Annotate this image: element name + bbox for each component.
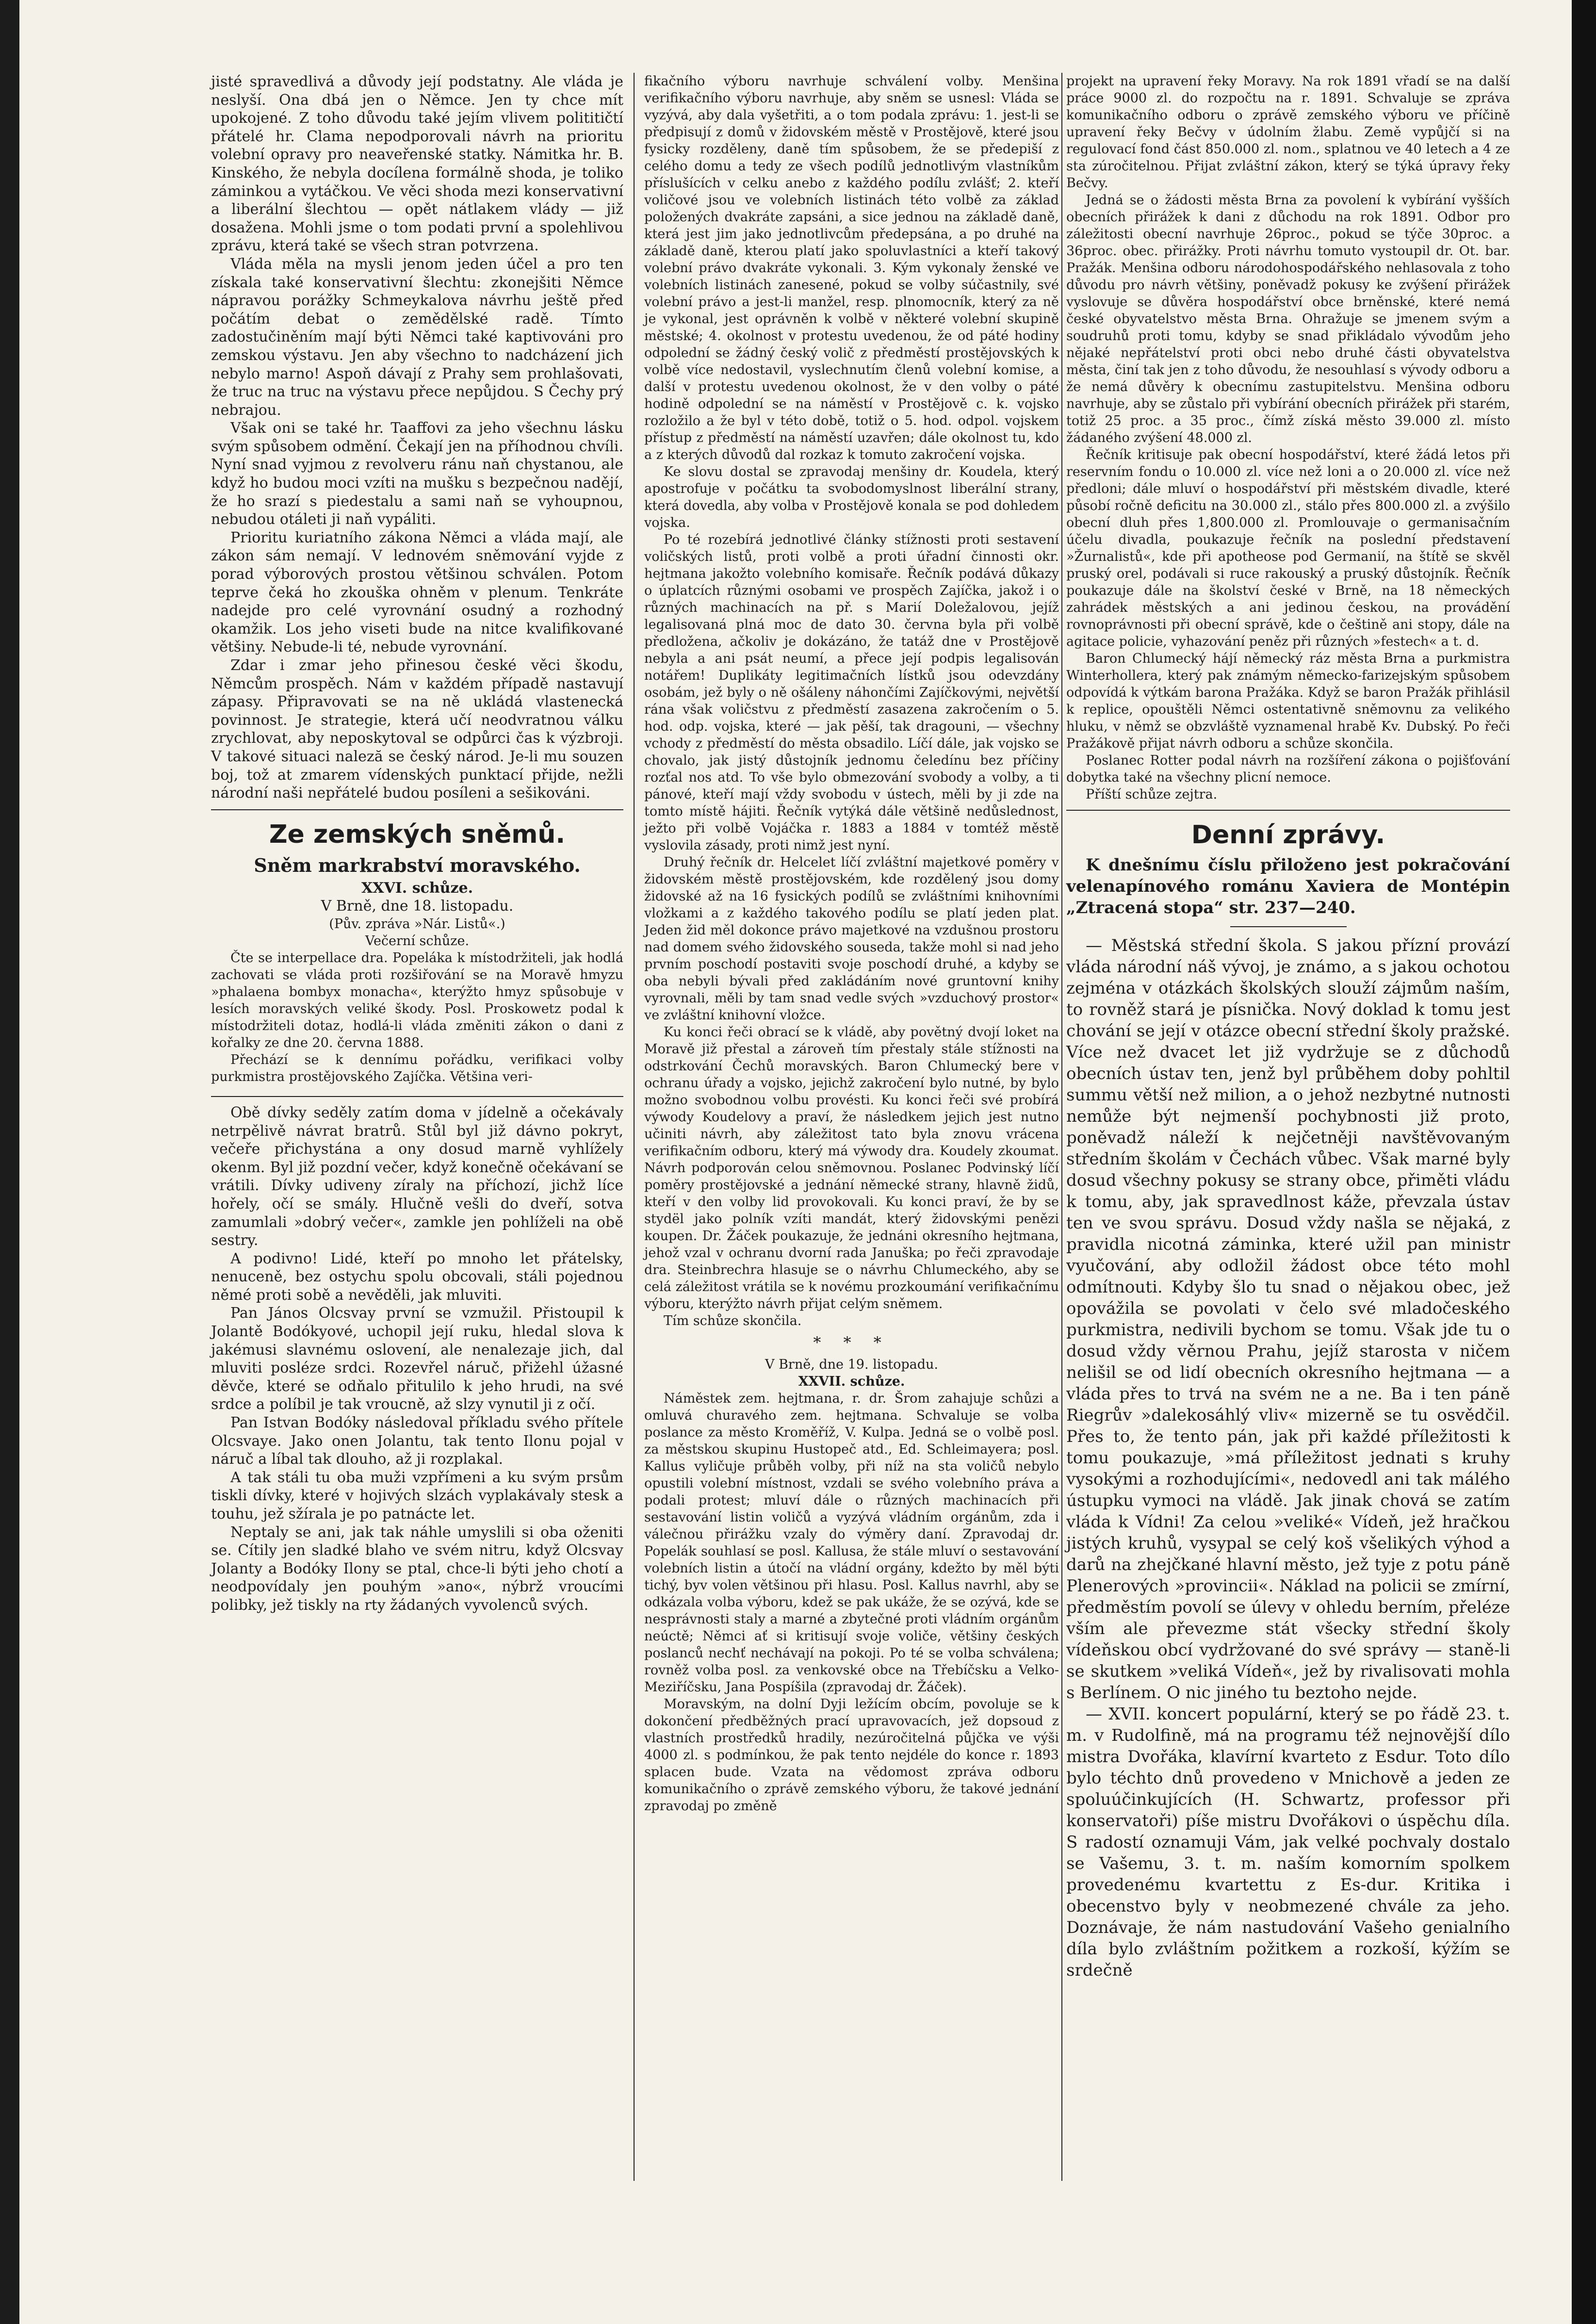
paragraph: Moravským, na dolní Dyji ležícím obcím, povoluje se k dokončení předběžných prací upravovacích, jež dopsoud z vlastních prostředků hradily, nezúročitelná půjčka ve výši 4000 zl. s podmínkou, že pak tento nejdéle do konce r. 1893 splacen bude. Vzata na vědomost zpráva odboru komunikačního o zprávě zemského výboru, že takové jednání zpravodaj po změně <box>644 1697 1059 1814</box>
paragraph: Po té rozebírá jednotlivé články stížnosti proti sestavení voličských listů, proti volbě a proti úřadní činnosti okr. hejtmana jakožto volebního komisaře. Řečník podává důkazy o úplatcích různými osobami ve prospěch Zajíčka, jakož i o různých machinacích na př. s Marií Doležalovou, jejíž legalisovaná plná moc de dato 30. června byla při volbě předložena, ačkoliv je dokázáno, že tatáž dne v Prostějově nebyla a ani psát neumí, a přece její podpis legalisován notářem! Duplikáty legitimačních lístků jsou odevzdány osobám, jež byly o ně ošáleny náhončími Zajíčkovými, největší rána však voličstvu z předměstí zasazena zakročením o 5. hod. odp. vojska, které — jak pěší, tak dragouni, — všechny vchody z předměstí do města obsadilo. Líčí dále, jak vojsko se chovalo, jak jistý důstojník jednomu čeledínu bez příčiny rozťal nos atd. To vše bylo obmezování svobody a volby, a ti pánové, kteří mají vždy svobodu v ústech, měli by ji zde na tomto místě hájiti. Řečník vytýká dále většině nedůslednost, ježto při volbě Vojáčka r. 1883 a 1884 v tomtéž městě vyslovila zásady, proti nimž jest nyní. <box>644 532 1059 853</box>
paragraph: A tak stáli tu oba muži vzpřímeni a ku svým prsům tiskli dívky, které v hojivých slzách vyplakávaly stesk a touhu, jež sžírala je po patnácte let. <box>211 1469 623 1522</box>
news-item: — Městská střední škola. S jakou přízní provází vláda národní náš vývoj, je známo, a s jakou ochotou zejména v otázkách školských slouží zájmům naším, to rovněž stará je písnička. Nový doklad k tomu jest chování se její v otázce obecní střední školy pražské. Více než dvacet let již vydržuje se z důchodů obecních ústav ten, jenž byl průběhem doby pohltil summu větší než milion, a o jehož nezbytné nutnosti nemůže být nejmenší pochybnosti již proto, poněvadž náleží k nejčetněji navštěvovaným středním školám v Čechách vůbec. Však marné byly dosud všechny pokusy se strany obce, přiměti vládu k tomu, aby, jak spravedlnost káže, převzala ústav ten ve svou správu. Dosud vždy našla se nějaká, z pravidla nicotná záminka, které užil pan ministr vyučování, aby odložil žádost obce této mohl odmítnouti. Kdyby šlo tu snad o nějakou obec, jež opovážila se povolati v čelo své mladočeského purkmistra, nedivili bychom se tomu. Však jde tu o dosud vždy věrnou Prahu, jejíž starosta v ničem nelišil se od lidí obecních okresního hejtmana — a vláda přes to trvá na svém ne a ne. Ba i ten páně Riegrův »dalekosáhlý vliv« mizerně se tu osvědčil. Přes to, že tento pán, jak při každé příležitosti k tomu poukazuje, »má příležitost jednati s kruhy vysokými a rozhodujícími«, nedovedl ani tak málého ústupku vymoci na vládě. Jak jinak chová se zatím vláda k Vídni! Za celou »veliké« Vídeň, jež hračkou jistých kruhů, vysypal se celý koš všelikých výhod a darů na zhejčkané hlavní město, jež tyje z potu páně Plenerových »provincii«. Náklad na policii se zmírní, předměstím povolí se úlevy v ohledu berním, přeléze vším ale převezme stát všecky střední školy vídeňskou obcí vydržované do své správy — staně-li se skutkem »veliká Vídeň«, jež by rivalisovati mohla s Berlínem. O nic jiného tu beztoho nejde. <box>1066 936 1510 1702</box>
paragraph: Ke slovu dostal se zpravodaj menšiny dr. Koudela, který apostrofuje v počátku ta svobodomyslnost liberální strany, která dovedla, aby volba v Prostějově konala se pod dohledem vojska. <box>644 464 1059 530</box>
paragraph: Náměstek zem. hejtmana, r. dr. Šrom zahajuje schůzi a omluvá churavého zem. hejtmana. Schvaluje se volba poslance za město Kroměříž, V. Kulpa. Jedná se o volbě posl. za městskou skupinu Hustopeč atd., Ed. Schleimayera; posl. Kallus vyličuje průběh volby, při níž na sta voličů nebylo opustili volební místnost, vzdali se svého volebního práva a podali protest; mluví dále o různých machinacích při sestavování listin voličů a vyzývá vládním orgánům, zda i válečnou přirážku vzaly do výměry daní. Zpravodaj dr. Popelák souhlasí se posl. Kallusa, že stále mluví o sestavování volebních listin a útočí na vládní orgány, kdežto by měl býti tichý, byv volen většinou při hlasu. Posl. Kallus navrhl, aby se odkázala volba výboru, kdež se pak ukáže, že se ozývá, kde se nesprávnosti staly a marné a zbytečné proti vládním orgánům neúctě; Němci ať si kritisují svoje voliče, většiny českých poslanců nechť nechávají na pokoji. Po té se volba schválena; rovněž volba posl. za venkovské obce na Třebíčsku a Velko-Meziříčsku, Jana Pospíšila (zpravodaj dr. Žáček). <box>644 1391 1059 1695</box>
section-rule <box>211 809 623 810</box>
dateline: V Brně, dne 19. listopadu. <box>765 1357 938 1372</box>
paragraph: Druhý řečník dr. Helcelet líčí zvláštní majetkové poměry v židovském městě prostějovském, kde rozdělený jsou domy židovské až na 16 fysických podílů se zvláštními knihovními vložkami a z každého takového podílu se platí jeden plat. Jeden žid měl dokonce právo majetkové na vzdušnou prostoru nad domem svého židovského souseda, takže mohl si nad jeho prvním poschodí postaviti svoje poschodí druhé, a kdyby se oba nebyli bývali před zakládáním nové gruntovní knihy vyrovnali, měli by tam snad vedle svých »vzduchový prostor« ve zvláštní knihovní vložce. <box>644 855 1059 1023</box>
paragraph: Neptaly se ani, jak tak náhle umyslili si oba oženiti se. Cítily jen sladké blaho ve svém nitru, když Olcsvay Jolanty a Bodóky Ilony se ptal, chce-li býti jeho chotí a neodpovídaly jen pouhým »ano«, nýbrž vroucími polibky, jež tiskly na rty žádaných vyvolenců svých. <box>211 1523 623 1614</box>
paragraph: Vláda měla na mysli jenom jeden účel a pro ten získala také konservativní šlechtu: zkonejšiti Němce nápravou porážky Schmeykalova návrhu ještě před počátím debat o zemědělské radě. Tímto zadostučiněním mají býti Němci také kaptivováni pro zemskou výstavu. Jen aby všechno to nadcházení jich nebylo marno! Aspoň dávají z Prahy sem prohlašovati, že truc na truc na výstavu přece nepůjdou. S Čechy prý nebrajou. <box>211 255 623 419</box>
paragraph: Ku konci řeči obrací se k vládě, aby povětný dvojí loket na Moravě již přestal a zároveň tím přestaly stále stížnosti na odstrkování Čechů moravských. Baron Chlumecký bere v ochranu úřady a vojsko, jejichž zakročení bylo nutné, by bylo možno svobodnou volbu provésti. Ku konci řeči své probírá výwody Koudelovy a praví, že následkem jejich jest nutno učiniti návrh, aby záležitost tato byla znovu vrácena verifikačním odboru, který má výwody dra. Koudely zkoumat. Návrh podporován celou sněmovnou. Poslanec Podvinský líčí poměry prostějovské a jednání německé strany, hlavně židů, kteří v den volby lid provokovali. Ku konci praví, že by se stydël jako polník vzíti mandát, který židovskými penězi koupen. Dr. Žáček poukazuje, že jednáni okresního hejtmana, jehož vzal v ochranu dvorní rada Januška; po řeči zpravodaje dra. Steinbrechra hlasuje se o návrhu Chlumeckého, aby se celá záležitost vrátila se k novému prozkoumání verifikačnímu výboru, kterýžto návrh přijat celým sněmem. <box>644 1025 1059 1311</box>
feuilleton-rule <box>211 1096 623 1097</box>
supplement-notice: K dnešnímu číslu přiloženo jest pokračování velenapínového románu Xaviera de Montépin „Ztracená stopa“ str. 237—240. <box>1066 855 1510 917</box>
paragraph: projekt na upravení řeky Moravy. Na rok 1891 vřadí se na další práce 9000 zl. do rozpočtu na r. 1891. Schvaluje se zpráva komunikačního odboru o zprávě zemského výboru ve příčině upravení řeky Bečvy v údolním žlabu. Země vypůjčí si na regulovací fond část 850.000 zl. nom., splatnou ve 40 letech a 4 ze sta zúročitelnou. Přijat zvláštní zákon, který se týká úpravy řeky Bečvy. <box>1066 74 1510 191</box>
paragraph: Řečník kritisuje pak obecní hospodářství, které žádá letos při reservním fondu o 10.000 zl. více než loni a o 20.000 zl. více než předloni; dále mluví o hospodářství při městském divadle, které působí ročně deficitu na 30.000 zl., stálo přes 800.000 zl. a zvýšilo obecní dluh přes 1,800.000 zl. Promlouvaje o germanisačním účelu divadla, poukazuje řečník na poslední představení »Žurnalistů«, kde při apotheose pod Germanií, na štítě se skvěl pruský orel, podávali si ruce rakouský a pruský důstojník. Řečník poukazuje dále na školství české v Brně, na 18 německých zahrádek městských a ani jedinou českou, na provádění rovnoprávnosti při obecní správě, kde o češtině ani stopy, dále na agitace policie, vyhazování peněz při různých »festech« a t. d. <box>1066 447 1510 649</box>
news-items <box>1066 935 1510 1981</box>
paragraph: Baron Chlumecký hájí německý ráz města Brna a purkmistra Winterhollera, který pak známým německo-farizejským spůsobem odpovídá k výtkám barona Pražáka. Když se baron Pražák přihlásil k replice, opouštěli Němci ostentativně sněmovnu za velikého hluku, v němž se obzvláště vyznamenal hrabě Kv. Dubský. Po řeči Pražákově přijat návrh odboru a schůze skončila. <box>1066 651 1510 751</box>
paragraph: Čte se interpellace dra. Popeláka k místodržiteli, jak hodlá zachovati se vláda proti rozšiřování se na Moravě hmyzu »phalaena bombyx monacha«, kterýžto hmyz spůsobuje v lesích moravských veliké škody. Posl. Proskowetz podal k místodržiteli dotaz, hodlá-li vláda změniti zákon o dani z kořalky ze dne 20. června 1888. <box>211 950 623 1050</box>
scan-edge <box>1572 0 1596 2324</box>
paragraph: fikačního výboru navrhuje schválení volby. Menšina verifikačního výboru navrhuje, aby sněm se usnesl: Vláda se vyzývá, aby dala vyšetřiti, a o tom podala zprávu: 1. jest-li se předpisují z domů v židovském městě v Prostějově, které jsou fysicky rozděleny, daně tím spůsobem, že se předepiší z celého domu a tedy ze všech podílů jednotlivým vlastníkům příslušících v celku anebo z každého podílu zvlášť; 2. kteří voličové jsou ve volebních listinách této volbě za základ položených dvakráte zapsáni, a sice jednou na základě daně, která jest jim jako jednotlivcům předepsána, a po druhé na základě daně, kterou platí jako spoluvlastníci a kteří takový volební právo dvakráte vykonali. 3. Kým vykonaly ženské ve volebních listinách zanesené, pokud se volby súčastnily, své volební právo a jest-li manžel, resp. plnomocník, který za ně je vykonal, jest oprávněn k volbě v některé volební skupině městské; 4. okolnost v protestu uvedenou, že od páté hodiny odpolední se žádný český volič z předměstí prostějovských k volbě více nedostavil, vyslechnutím členů volební komise, a další v protestu uvedenou okolnost, že v den volby o páté hodině odpolední se na náměstí v Prostějově c. k. vojsko rozložilo a že byl v této době, totiž o 5. hod. odpol. vojskem přístup z předměstí na náměstí uzavřen; dále okolnost tu, kdo a z kterých důvodů dal rozkaz k tomuto zakročení vojska. <box>644 74 1059 462</box>
column-3 <box>1066 73 1510 1981</box>
news-item: — XVII. koncert populární, který se po řádě 23. t. m. v Rudolfině, má na programu též nejnovější dílo mistra Dvořáka, klavírní kvarteto z Esdur. Toto dílo bylo téchto dnů provedeno v Mnichově a jeden ze spoluúčinkujících (H. Schwartz, professor při konservatoři) píše mistru Dvořákovi o úspěchu díla. S radostí oznamuji Vám, jak velké pochvaly dostalo se Vašemu, 3. t. m. naším komorním spolkem provedenému kvartettu z Es-dur. Kritika i obecenstvo byly v neobmezené chvále za jeho. Doznávaje, že nám nastudování Vašeho genialního díla bylo zvláštním požitkem a rozkoší, kýžím se srdečně <box>1066 1704 1510 1980</box>
paragraph: Zdar i zmar jeho přinesou české věci škodu, Němcům prospěch. Nám v každém případě nastavují zápasy. Připravovati se na ně ukládá vlastenecká povinnost. Je strategie, která učí neodvratnou válku zrychlovat, aby neposkytoval se odpůrci čas k výzbroji. V takové situaci naleză se český národ. Je-li mu souzen boj, tož at zmarem vídenských punktací přijde, nežli národní naši nepřátelé budou posíleni a sešikováni. <box>211 657 623 802</box>
session-type: Večerní schůze. <box>365 933 470 949</box>
section-subtitle: Sněm markrabství moravského. <box>254 854 581 876</box>
paragraph: jisté spravedlivá a důvody její podstatny. Ale vláda je neslyší. Ona dbá jen o Němce. Jen ty chce mít upokojené. Z toho důvodu také jejím vlivem polititičtí přátelé hr. Clama nepodporovali návrh na prioritu volební opravy pro neaveřenské statky. Námitka hr. B. Kinského, že nebyla docílena formálně shoda, je toliko záminkou a vytáčkou. Ve věci shoda mezi konservativní a liberální šlechtou — opět nátlakem vlády — již dosažena. Mohli jsme o tom podati první a spolehlivou zprávu, která také se všech stran potvrzena. <box>211 73 623 255</box>
session-number: XXVI. schůze. <box>361 879 473 897</box>
paragraph: Přechází se k dennímu pořádku, verifikaci volby purkmistra prostějovského Zajíčka. Většina veri- <box>211 1052 623 1084</box>
paragraph: Pan János Olcsvay první se vzmužil. Přistoupil k Jolantě Bodókyové, uchopil její ruku, hledal slova k jakémusi slavnému oslovení, ale nenalezaje jich, dal mluviti posléze srdci. Rozevřel náruč, přižehl úžasné děvče, které se odňalo přitulilo k jeho hrudi, na své srdce a políbil je tak vroucně, až slzy vynutil ji z očí. <box>211 1305 623 1413</box>
section-separator: * * * <box>813 1333 890 1352</box>
column-divider <box>634 73 635 2181</box>
dateline: V Brně, dne 18. listopadu. <box>321 898 514 915</box>
paragraph: Poslanec Rotter podal návrh na rozšíření zákona o pojišťování dobytka také na všechny plicní nemoce. <box>1066 753 1510 785</box>
paragraph: Pan Istvan Bodóky následoval příkladu svého přítele Olcsvaye. Jako onen Jolantu, tak tento Ilonu pojal v náruč a líbal tak dlouho, až ji rozplakal. <box>211 1414 623 1468</box>
paragraph: Jedná se o žádosti města Brna za povolení k vybírání vyšších obecních přirážek k dani z důchodu na rok 1891. Odbor pro záležitosti obecní navrhuje 26proc., pokud se týče 30proc. a 36proc. obec. přirážky. Proti návrhu tomuto vystoupil dr. Ot. bar. Pražák. Menšina odboru národohospodářského nehlasovala z toho důvodu pro návrh většiny, poněvadž pokusy ke zvýšení přirážek vyslovuje se důvěra hospodářství obce brněnské, které nemá české obyvatelstvo města Brna. Ohražuje se jmenem svým a soudruhů proti tomu, kdyby se snad přikládalo vývodům jeho nějaké nepřátelství proti obci nebo druhé části obyvatelstva města, činí tak jen z toho důvodu, že nesouhlasí s vývody odboru a že nemá důvěry k obecnímu zastupitelstvu. Menšina odboru navrhuje, aby se zůstalo při vybírání obecních přirážek při starém, totiž 25 proc. a 35 proc., čímž získá město 39.000 zl. místo žádaného zvýšení 48.000 zl. <box>1066 193 1510 445</box>
section-rule <box>1066 810 1510 811</box>
column-1 <box>211 73 623 1615</box>
column-divider <box>1061 73 1062 2181</box>
paragraph: Tím schůze skončila. <box>664 1313 802 1328</box>
column-2 <box>644 73 1059 1815</box>
news-title: Denní zprávy. <box>1191 820 1385 850</box>
paragraph: Obě dívky seděly zatím doma v jídelně a očekávaly netrpělivě návrat bratrů. Stůl byl již dávno pokryt, večeře přichystána a ony dosud marně vyhlížely okenm. Byl již pozdní večer, když konečně očekávaní se vrátili. Dívky udiveny zíraly na příchozí, jichž líce hořely, očí se smály. Hlučně vešli do dveří, sotva zamumlali »dobrý večer«, zamkle jen pohlíželi na obě sestry. <box>211 1104 623 1249</box>
newspaper-page <box>19 0 1572 2324</box>
notice-rule <box>1230 926 1347 927</box>
session-number: XXVII. schůze. <box>798 1374 905 1389</box>
paragraph: A podivno! Lidé, kteří po mnoho let přátelsky, nenuceně, bez ostychu spolu obcovali, stáli pojednou němé proti sobě a nevěděli, jak mluviti. <box>211 1250 623 1304</box>
paragraph: Však oni se také hr. Taaffovi za jeho všechnu lásku svým spůsobem odmění. Čekají jen na příhodnou chvíli. Nyní snad vyjmou z revolveru ránu naň chystanou, ale když ho budou moci vzíti na mušku s bezpečnou nadějí, že ho srazí s piedestalu a sami naň se vyhoupnou, nebudou otáleti ji naň vypáliti. <box>211 420 623 528</box>
source-note: (Pův. zpráva »Nár. Listů«.) <box>329 916 505 932</box>
section-title: Ze zemských sněmů. <box>269 819 566 849</box>
paragraph: Příští schůze zejtra. <box>1086 787 1218 802</box>
paragraph: Prioritu kuriatního zákona Němci a vláda mají, ale zákon sám nemají. V lednovém sněmování vyjde z porad výborových prostou většinou schválen. Potom teprve čeká ho zkouška ohněm v plenum. Tenkráte nadejde pro celé vyrovnání osudný a rozhodný okamžik. Los jeho viseti bude na nitce kvalifikované většiny. Nebude-li té, nebude vyrovnání. <box>211 529 623 656</box>
feuilleton <box>211 1104 623 1615</box>
